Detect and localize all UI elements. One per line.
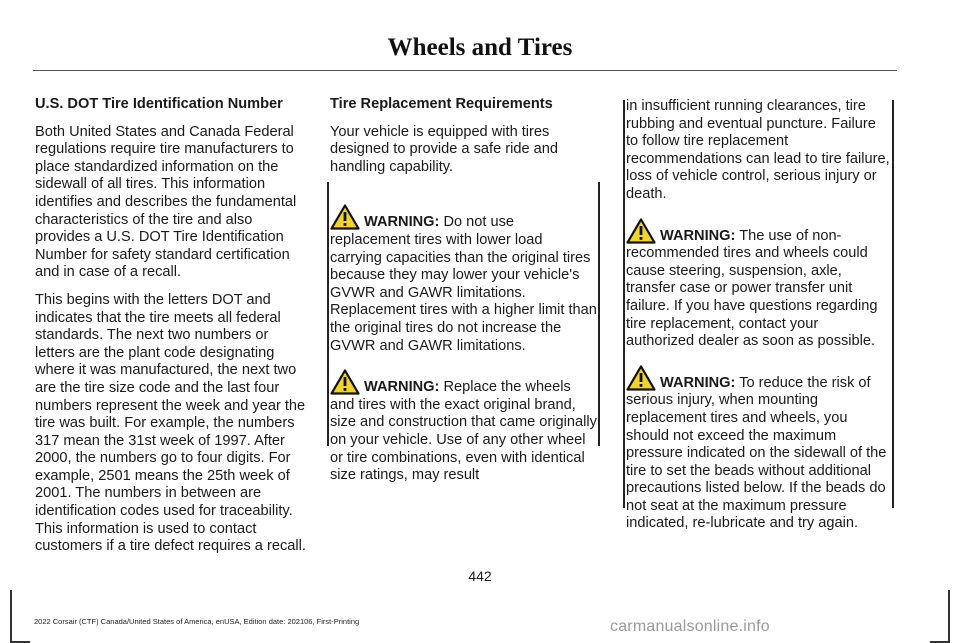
warning-label: WARNING: [660,374,736,391]
crop-mark [10,590,12,643]
warning-triangle-icon [626,365,656,391]
warning-box-border-left [623,100,625,508]
warning-box-border-right [892,100,894,508]
watermark: carmanualsonline.info [610,618,770,635]
page-header-title: Wheels and Tires [387,34,573,61]
warning-block [626,365,890,533]
page-number: 442 [468,568,492,584]
crop-mark [930,641,950,643]
section-heading-tire-replacement: Tire Replacement Requirements [330,96,553,112]
warning-label: WARNING: [364,379,440,396]
warning-block [330,369,598,485]
header-rule [33,70,897,71]
warning-text: The use of non-recommended tires and wheels could cause steering, suspension, axle, transfer case or power transfer unit failure. If you have questions regarding tire replacement, contact your authorized dealer as soon as possible. [626,227,878,350]
warning-block [330,204,598,355]
warning-label: WARNING: [364,214,440,231]
warning-text: To reduce the risk of serious injury, when mounting replacement tires and wheels, you should not exceed the maximum pressure indicated on the sidewall of the tire to set the beads without additional precautions listed below. If the beads do not seat at the maximum pressure indicated, re-lubricate and try again. [626,374,887,532]
crop-mark [10,641,30,643]
paragraph: This begins with the letters DOT and indicates that the tire meets all federal standards. The next two numbers or letters are the plant code designating where it was manufactured, the next two are the tire size code and the last four numbers represent the week and year the tire was built. For example, the numbers 317 mean the 31st week of 1997. After 2000, the numbers go to four digits. For example, 2501 means the 25th week of 2001. The numbers in between are identification codes used for traceability. This information is used to contact customers if a tire defect requires a recall. [35,291,306,555]
warning-triangle-icon [330,204,360,230]
edition-footer: 2022 Corsair (CTF) Canada/United States of America, enUSA, Edition date: 202106, First-Printing [34,617,360,626]
warning-text: Do not use replacement tires with lower load carrying capacities than the original tires because they may lower your vehicle's GVWR and GAWR limitations. Replacement tires with a higher limit than the original tires do not increase the GVWR and GAWR limitations. [330,214,597,354]
paragraph: Both United States and Canada Federal regulations require tire manufacturers to place standardized information on the sidewall of all tires. This information identifies and describes the fundamental characteristics of the tire and also provides a U.S. DOT Tire Identification Number for safety standard certification and in case of a recall. [35,123,297,281]
column-3 [626,98,890,543]
warning-text: Replace the wheels and tires with the exact original brand, size and construction that came originally on your vehicle. Use of any other wheel or tire combinations, even with identical size ratings, may result [330,379,597,484]
warning-box-border-left [327,182,329,446]
paragraph: Your vehicle is equipped with tires designed to provide a safe ride and handling capability. [330,123,558,175]
column-2 [330,96,598,495]
paragraph: in insufficient running clearances, tire rubbing and eventual puncture. Failure to follow tire replacement recommendations can lead to tire failure, loss of vehicle control, serious injury or death. [626,98,890,202]
crop-mark [948,590,950,643]
column-1 [35,96,307,566]
warning-box-border-right [598,182,600,446]
warning-triangle-icon [330,369,360,395]
warning-triangle-icon [626,218,656,244]
warning-label: WARNING: [660,227,736,244]
section-heading-dot-id: U.S. DOT Tire Identification Number [35,96,283,112]
warning-block [626,218,890,351]
